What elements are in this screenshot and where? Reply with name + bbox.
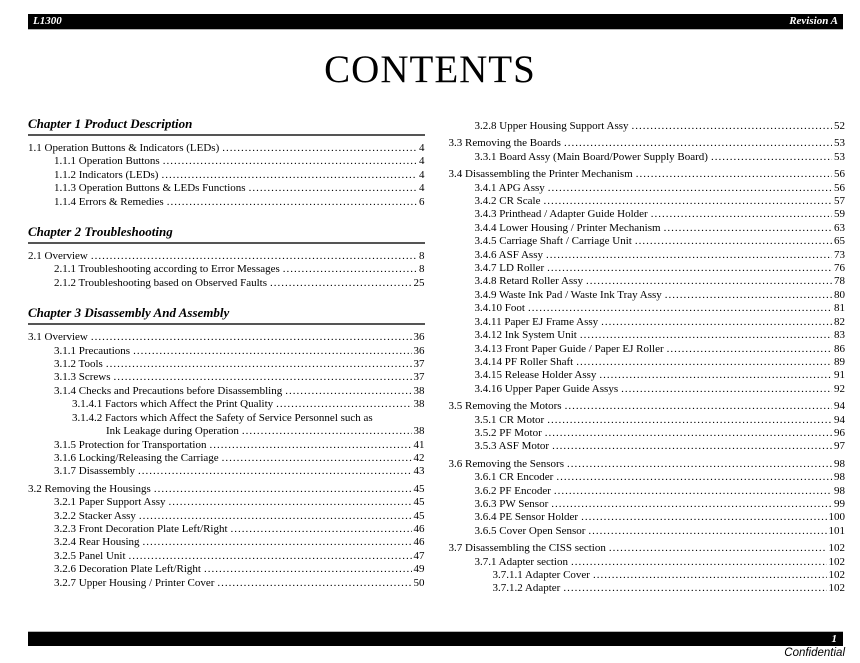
toc-entry-text: 3.1.5 Protection for Transportation xyxy=(54,438,207,451)
toc-entry-page-number: 38 xyxy=(413,425,425,438)
toc-entry xyxy=(54,263,425,276)
toc-entry-page-number: 102 xyxy=(828,555,845,568)
toc-entry xyxy=(475,275,846,288)
toc-entry-text: 3.5.1 CR Motor xyxy=(474,413,545,426)
dot-leader xyxy=(664,222,832,235)
toc-entry-page-number: 53 xyxy=(834,137,845,150)
toc-entry xyxy=(54,196,425,209)
toc-entry-text: 3.7.1 Adapter section xyxy=(474,555,568,568)
toc-entry-text: 3.1.4.1 Factors which Affect the Print Quality xyxy=(72,398,274,411)
toc-entry-page-number: 76 xyxy=(834,262,845,275)
toc-entry xyxy=(475,525,846,538)
toc-entry-text: 3.1.6 Locking/Releasing the Carriage xyxy=(54,451,219,464)
dot-leader xyxy=(222,142,417,155)
toc-entry-page-number: 53 xyxy=(834,150,845,163)
dot-leader xyxy=(139,510,412,523)
toc-entry-page-number: 46 xyxy=(413,522,425,535)
toc-entry xyxy=(54,385,425,398)
toc-entry-text: 3.4.8 Retard Roller Assy xyxy=(474,275,583,288)
toc-entry-text: 3.4.16 Upper Paper Guide Assys xyxy=(474,382,619,395)
toc-entry-text: 2.1.2 Troubleshooting based on Observed Faults xyxy=(54,276,267,289)
dot-leader xyxy=(143,536,412,549)
toc-entry xyxy=(475,343,846,356)
toc-entry-text: 3.1.4 Checks and Precautions before Disassembling xyxy=(54,384,283,397)
toc-entry-text: 3.3 Removing the Boards xyxy=(448,137,561,150)
toc-entry-page-number: 25 xyxy=(413,276,425,289)
toc-entry xyxy=(54,169,425,182)
footer-confidential-label: Confidential xyxy=(784,647,845,659)
toc-entry-text: 3.1.7 Disassembly xyxy=(54,465,135,478)
toc-entry-page-number: 96 xyxy=(834,426,845,439)
toc-entry-text: 3.2.2 Stacker Assy xyxy=(54,509,136,522)
dot-leader xyxy=(609,542,827,555)
toc-entry xyxy=(54,277,425,290)
toc-entry-page-number: 45 xyxy=(413,496,425,509)
dot-leader xyxy=(129,550,412,563)
toc-entry xyxy=(475,289,846,302)
toc-entry-text: 3.7 Disassembling the CISS section xyxy=(448,542,606,555)
dot-leader xyxy=(133,345,411,358)
toc-entry xyxy=(54,536,425,549)
toc-entry-page-number: 8 xyxy=(419,250,425,263)
toc-entry-page-number: 91 xyxy=(834,369,845,382)
dot-leader xyxy=(545,427,832,440)
toc-entry-page-number: 100 xyxy=(828,511,845,524)
toc-entry-text: 3.4.3 Printhead / Adapter Guide Holder xyxy=(474,208,648,221)
toc-entry xyxy=(54,345,425,358)
toc-entry-page-number: 65 xyxy=(834,235,845,248)
toc-entry-page-number: 92 xyxy=(834,382,845,395)
dot-leader xyxy=(576,356,832,369)
dot-leader xyxy=(580,329,832,342)
dot-leader xyxy=(601,316,832,329)
toc-entry xyxy=(475,511,846,524)
toc-entry-page-number: 4 xyxy=(419,168,425,181)
toc-entry xyxy=(475,249,846,262)
toc-entry xyxy=(28,331,425,344)
chapter-block xyxy=(28,116,425,209)
toc-entry xyxy=(54,182,425,195)
dot-leader xyxy=(270,277,412,290)
toc-entry-page-number: 37 xyxy=(413,371,425,384)
toc-entry-text: 3.1 Overview xyxy=(28,331,88,344)
toc-entry-text: 3.4.13 Front Paper Guide / Paper EJ Roller xyxy=(474,342,664,355)
dot-leader xyxy=(635,235,832,248)
toc-entry xyxy=(475,427,846,440)
footer-page-number: 1 xyxy=(831,633,837,645)
chapter-heading: Chapter 1 Product Description xyxy=(28,116,425,136)
toc-entry-page-number: 36 xyxy=(413,344,425,357)
toc-entry xyxy=(28,483,425,496)
toc-entry-text: 3.6 Removing the Sensors xyxy=(448,457,564,470)
toc-entry-text: 1.1.4 Errors & Remedies xyxy=(54,195,164,208)
toc-entry xyxy=(449,542,846,555)
toc-entry-text: 3.6.5 Cover Open Sensor xyxy=(474,524,586,537)
toc-entry-page-number: 47 xyxy=(413,549,425,562)
toc-left-column xyxy=(28,116,425,596)
toc-entry xyxy=(54,452,425,465)
dot-leader xyxy=(283,263,417,276)
toc-entry-text: 3.1.2 Tools xyxy=(54,358,103,371)
toc-entry-text: 3.2 Removing the Housings xyxy=(28,482,151,495)
dot-leader xyxy=(593,569,827,582)
dot-leader xyxy=(571,556,827,569)
dot-leader xyxy=(665,289,832,302)
toc-entry-text: 3.2.5 Panel Unit xyxy=(54,549,126,562)
toc-entry-text: 3.6.4 PE Sensor Holder xyxy=(474,511,579,524)
toc-entry-text: 3.4.9 Waste Ink Pad / Waste Ink Tray Assy xyxy=(474,288,662,301)
toc-entry xyxy=(28,250,425,263)
toc-entry-page-number: 102 xyxy=(828,542,845,555)
dot-leader xyxy=(163,155,417,168)
dot-leader xyxy=(209,439,411,452)
dot-leader xyxy=(565,400,832,413)
dot-leader xyxy=(551,498,832,511)
toc-entry-text: 3.4.11 Paper EJ Frame Assy xyxy=(474,315,599,328)
toc-entry xyxy=(475,262,846,275)
dot-leader xyxy=(632,120,832,133)
toc-entry xyxy=(475,302,846,315)
dot-leader xyxy=(91,331,412,344)
toc-entry-text: 3.1.3 Screws xyxy=(54,371,111,384)
dot-leader xyxy=(667,343,832,356)
toc-entry-page-number: 38 xyxy=(413,398,425,411)
toc-entry-page-number: 43 xyxy=(413,465,425,478)
toc-entry-page-number: 41 xyxy=(413,438,425,451)
toc-entry-page-number: 59 xyxy=(834,208,845,221)
dot-leader xyxy=(167,196,417,209)
toc-entry-page-number: 37 xyxy=(413,358,425,371)
toc-entry-page-number: 101 xyxy=(828,524,845,537)
dot-leader xyxy=(91,250,417,263)
toc-entry-page-number: 98 xyxy=(834,484,845,497)
toc-entry-page-number: 98 xyxy=(834,471,845,484)
toc-entry-page-number: 45 xyxy=(413,482,425,495)
toc-entry-page-number: 38 xyxy=(413,384,425,397)
toc-entry-text: 3.4.5 Carriage Shaft / Carriage Unit xyxy=(474,235,632,248)
toc-entry-text: 3.4.15 Release Holder Assy xyxy=(474,369,597,382)
toc-entry xyxy=(54,371,425,384)
toc-entry-page-number: 89 xyxy=(834,355,845,368)
dot-leader xyxy=(154,483,412,496)
toc-entry-page-number: 102 xyxy=(828,569,845,581)
toc-entry-text: 1.1.1 Operation Buttons xyxy=(54,155,160,168)
toc-entry xyxy=(449,400,846,413)
toc-entry-text: 3.5 Removing the Motors xyxy=(448,400,562,413)
toc-entry xyxy=(54,465,425,478)
toc-entry xyxy=(475,329,846,342)
toc-entry-page-number: 78 xyxy=(834,275,845,288)
toc-entry xyxy=(475,471,846,484)
toc-entry xyxy=(54,439,425,452)
toc-entry-page-number: 4 xyxy=(419,142,425,154)
toc-entry xyxy=(475,182,846,195)
toc-entry xyxy=(54,563,425,576)
dot-leader xyxy=(222,452,412,465)
toc-entry-page-number: 4 xyxy=(419,182,425,195)
toc-entry xyxy=(475,414,846,427)
toc-entry-page-number: 36 xyxy=(413,331,425,344)
toc-entry-text: 3.7.1.2 Adapter xyxy=(492,582,561,595)
toc-entry-text: 3.2.7 Upper Housing / Printer Cover xyxy=(54,576,215,589)
dot-leader xyxy=(621,383,832,396)
toc-entry-page-number: 63 xyxy=(834,221,845,234)
toc-entry-text: 3.5.2 PF Motor xyxy=(474,426,542,439)
toc-entry xyxy=(475,383,846,396)
toc-entry-text: 1.1.2 Indicators (LEDs) xyxy=(54,168,159,181)
toc-entry-page-number: 98 xyxy=(834,457,845,470)
dot-leader xyxy=(161,169,417,182)
toc-entry xyxy=(493,569,846,582)
toc-entry xyxy=(475,151,846,164)
toc-entry-text: 3.4.12 Ink System Unit xyxy=(474,329,577,342)
toc-entry xyxy=(449,137,846,150)
toc-entry-page-number: 102 xyxy=(828,582,845,595)
toc-entry-page-number: 56 xyxy=(834,181,845,194)
toc-entry-text: 2.1.1 Troubleshooting according to Error Messages xyxy=(54,263,280,276)
toc-entry-text: Ink Leakage during Operation xyxy=(106,425,239,438)
toc-entry-page-number: 56 xyxy=(834,168,845,181)
toc-columns xyxy=(28,116,845,596)
dot-leader xyxy=(563,582,826,595)
toc-entry xyxy=(475,485,846,498)
page-header-bar xyxy=(28,14,843,29)
toc-entry xyxy=(54,496,425,509)
dot-leader xyxy=(204,563,412,576)
chapter-heading: Chapter 3 Disassembly And Assembly xyxy=(28,305,425,325)
toc-entry xyxy=(106,425,425,438)
toc-entry xyxy=(475,440,846,453)
toc-entry-text: 3.3.1 Board Assy (Main Board/Power Supply Board) xyxy=(474,150,708,163)
toc-entry-text: 3.6.3 PW Sensor xyxy=(474,497,549,510)
dot-leader xyxy=(547,262,832,275)
dot-leader xyxy=(106,358,412,371)
toc-entry-page-number: 45 xyxy=(413,509,425,522)
dot-leader xyxy=(528,302,832,315)
toc-entry xyxy=(475,222,846,235)
chapter-block xyxy=(28,224,425,290)
toc-entry-text: 3.2.4 Rear Housing xyxy=(54,536,140,549)
toc-entry-text: 1.1.3 Operation Buttons & LEDs Functions xyxy=(54,182,246,195)
dot-leader xyxy=(217,577,411,590)
toc-entry-page-number: 42 xyxy=(413,451,425,464)
toc-entry-text: 3.4.7 LD Roller xyxy=(474,262,545,275)
toc-entry-page-number: 94 xyxy=(834,400,845,413)
toc-right-column xyxy=(449,116,846,596)
dot-leader xyxy=(276,398,411,411)
toc-entry-text: 3.1.1 Precautions xyxy=(54,344,131,357)
dot-leader xyxy=(231,523,412,536)
toc-entry-text: 3.4.10 Foot xyxy=(474,302,525,315)
toc-entry-text: 3.6.2 PF Encoder xyxy=(474,484,551,497)
toc-entry-text: 3.4.4 Lower Housing / Printer Mechanism xyxy=(474,221,661,234)
dot-leader xyxy=(249,182,417,195)
toc-entry xyxy=(449,458,846,471)
toc-entry xyxy=(54,577,425,590)
dot-leader xyxy=(138,465,412,478)
page-footer-bar xyxy=(28,632,843,646)
toc-entry-text: 3.2.6 Decoration Plate Left/Right xyxy=(54,563,201,576)
toc-entry-page-number: 86 xyxy=(834,342,845,355)
dot-leader xyxy=(544,195,833,208)
toc-entry-page-number: 82 xyxy=(834,315,845,328)
toc-entry-text: 3.7.1.1 Adapter Cover xyxy=(492,569,590,581)
dot-leader xyxy=(548,182,832,195)
toc-entry-text: 3.6.1 CR Encoder xyxy=(474,471,554,484)
toc-entry-text: 3.4.14 PF Roller Shaft xyxy=(474,355,574,368)
toc-entry-text: 3.4 Disassembling the Printer Mechanism xyxy=(448,168,633,181)
toc-entry-page-number: 83 xyxy=(834,329,845,342)
toc-entry xyxy=(475,356,846,369)
toc-entry-text: 3.1.4.2 Factors which Affect the Safety of Service Personnel such as xyxy=(72,411,373,424)
toc-entry-page-number: 94 xyxy=(834,413,845,426)
header-model-label: L1300 xyxy=(33,15,62,27)
toc-entry-text: 3.4.1 APG Assy xyxy=(474,181,545,194)
toc-entry-page-number: 81 xyxy=(834,302,845,315)
toc-entry-page-number: 52 xyxy=(834,120,845,132)
toc-entry-page-number: 50 xyxy=(413,576,425,589)
toc-entry-text: 3.4.2 CR Scale xyxy=(474,195,541,208)
chapter-block xyxy=(28,305,425,590)
toc-entry-page-number: 8 xyxy=(419,263,425,276)
toc-entry xyxy=(475,316,846,329)
toc-entry xyxy=(475,498,846,511)
toc-entry xyxy=(28,142,425,155)
toc-entry xyxy=(475,235,846,248)
toc-entry-page-number: 4 xyxy=(419,155,425,168)
toc-entry-page-number: 6 xyxy=(419,195,425,208)
toc-entry xyxy=(493,582,846,595)
dot-leader xyxy=(242,425,412,438)
toc-entry xyxy=(54,550,425,563)
toc-entry-text: 3.4.6 ASF Assy xyxy=(474,248,543,261)
toc-entry xyxy=(475,208,846,221)
toc-entry xyxy=(54,510,425,523)
toc-entry xyxy=(54,155,425,168)
dot-leader xyxy=(285,385,411,398)
dot-leader xyxy=(567,458,832,471)
dot-leader xyxy=(564,137,832,150)
toc-entry-text: 2.1 Overview xyxy=(28,250,88,263)
toc-entry-page-number: 99 xyxy=(834,497,845,510)
toc-entry xyxy=(72,398,425,411)
toc-entry-page-number: 49 xyxy=(413,563,425,576)
dot-leader xyxy=(554,485,832,498)
dot-leader xyxy=(636,168,832,181)
toc-entry xyxy=(54,523,425,536)
page-title: CONTENTS xyxy=(324,48,536,91)
toc-entry-page-number: 97 xyxy=(834,440,845,453)
toc-entry-text: 3.2.3 Front Decoration Plate Left/Right xyxy=(54,522,228,535)
dot-leader xyxy=(556,471,832,484)
dot-leader xyxy=(651,208,832,221)
toc-entry-text: 3.2.8 Upper Housing Support Assy xyxy=(474,120,629,132)
toc-entry-page-number: 57 xyxy=(834,195,845,208)
dot-leader xyxy=(711,151,832,164)
dot-leader xyxy=(599,369,832,382)
dot-leader xyxy=(586,275,832,288)
toc-entry-text: 3.2.1 Paper Support Assy xyxy=(54,496,166,509)
toc-entry xyxy=(475,556,846,569)
dot-leader xyxy=(114,371,412,384)
dot-leader xyxy=(581,511,826,524)
chapter-heading: Chapter 2 Troubleshooting xyxy=(28,224,425,244)
toc-entry xyxy=(72,412,425,425)
dot-leader xyxy=(169,496,412,509)
toc-entry-text: 3.5.3 ASF Motor xyxy=(474,440,550,453)
toc-entry xyxy=(54,358,425,371)
toc-entry-page-number: 80 xyxy=(834,288,845,301)
dot-leader xyxy=(547,414,832,427)
toc-entry-text: 1.1 Operation Buttons & Indicators (LEDs) xyxy=(28,142,220,154)
dot-leader xyxy=(588,525,826,538)
header-revision-label: Revision A xyxy=(789,15,838,27)
toc-entry xyxy=(475,120,846,133)
toc-entry xyxy=(475,195,846,208)
toc-entry xyxy=(449,168,846,181)
dot-leader xyxy=(546,249,832,262)
toc-entry-page-number: 73 xyxy=(834,248,845,261)
toc-entry-page-number: 46 xyxy=(413,536,425,549)
dot-leader xyxy=(552,440,832,453)
toc-entry xyxy=(475,369,846,382)
